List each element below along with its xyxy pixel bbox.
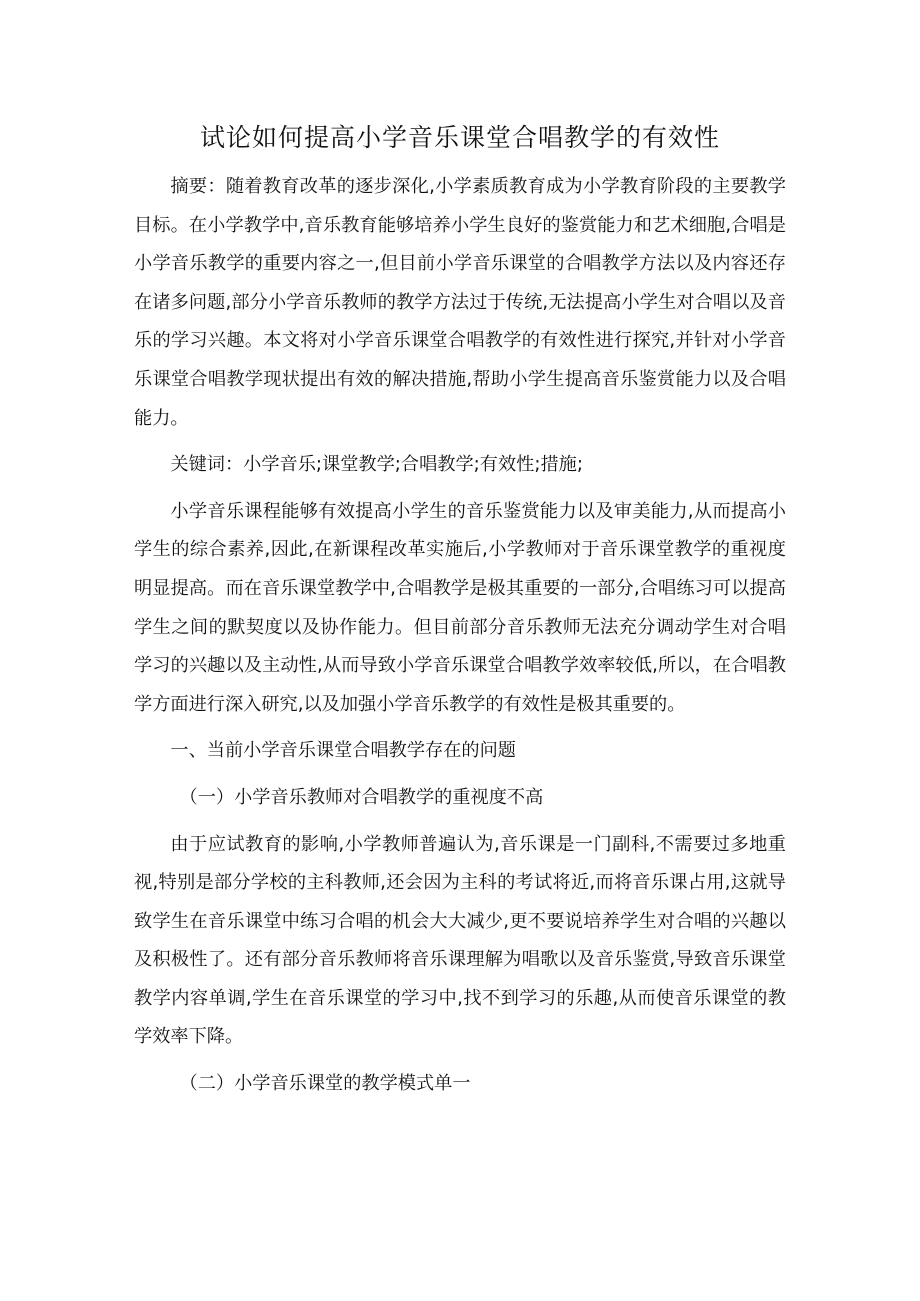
- document-body: [134, 168, 786, 1112]
- section-heading-1: 一、当前小学音乐课堂合唱教学存在的问题: [170, 740, 516, 762]
- subsection-heading-1: （一）小学音乐教师对合唱教学的重视度不高: [179, 786, 544, 808]
- subsection-paragraph-1: 由于应试教育的影响,小学教师普遍认为,音乐课是一门副科,不需要过多地重视,特别是部分学校的主科教师,还会因为主科的考试将近,而将音乐课占用,这就导致学生在音乐课堂中练习合唱的机会大大减少,更不要说培养学生对合唱的兴趣以及积极性了。还有部分音乐教师将音乐课理解为唱歌以及音乐鉴赏,导致音乐课堂教学内容单调,学生在音乐课堂的学习中,找不到学习的乐趣,从而使音乐课堂的教学效率下降。: [134, 833, 786, 1048]
- subsection-heading-2: （二）小学音乐课堂的教学模式单一: [179, 1073, 471, 1095]
- keywords-paragraph: 关键词：小学音乐;课堂教学;合唱教学;有效性;措施;: [170, 454, 583, 476]
- abstract-paragraph: 摘要：随着教育改革的逐步深化,小学素质教育成为小学教育阶段的主要教学目标。在小学教学中,音乐教育能够培养小学生良好的鉴赏能力和艺术细胞,合唱是小学音乐教学的重要内容之一,但目前小学音乐课堂的合唱教学方法以及内容还存在诸多问题,部分小学音乐教师的教学方法过于传统,无法提高小学生对合唱以及音乐的学习兴趣。本文将对小学音乐课堂合唱教学的有效性进行探究,并针对小学音乐课堂合唱教学现状提出有效的解决措施,帮助小学生提高音乐鉴赏能力以及合唱能力。: [134, 176, 786, 429]
- document-title: 试论如何提高小学音乐课堂合唱教学的有效性: [199, 123, 720, 152]
- intro-paragraph: 小学音乐课程能够有效提高小学生的音乐鉴赏能力以及审美能力,从而提高小学生的综合素养,因此,在新课程改革实施后,小学教师对于音乐课堂教学的重视度明显提高。而在音乐课堂教学中,合唱教学是极其重要的一部分,合唱练习可以提高学生之间的默契度以及协作能力。但目前部分音乐教师无法充分调动学生对合唱学习的兴趣以及主动性,从而导致小学音乐课堂合唱教学效率较低,所以，在合唱教学方面进行深入研究,以及加强小学音乐教学的有效性是极其重要的。: [134, 500, 786, 715]
